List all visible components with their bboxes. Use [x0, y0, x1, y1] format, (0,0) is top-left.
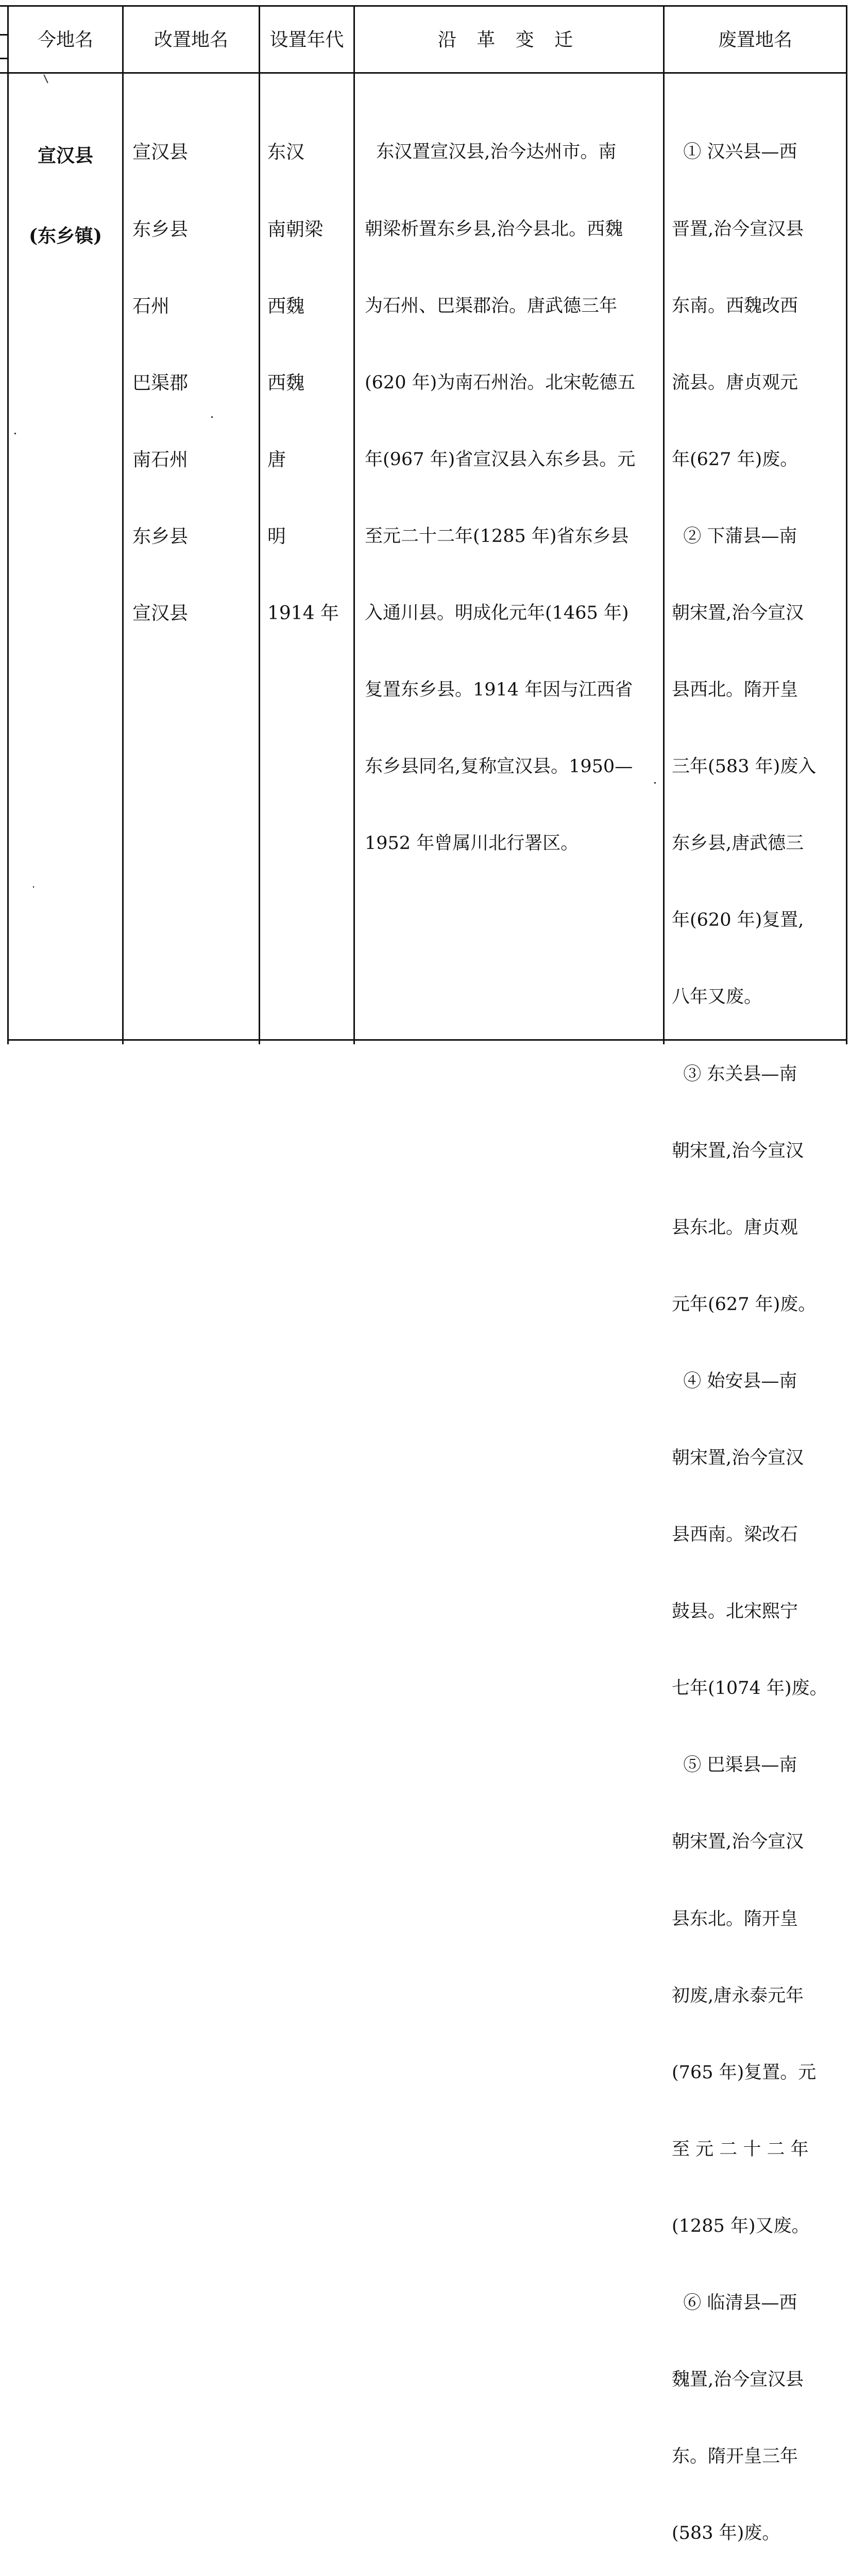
abolished-line: 流县。唐贞观元 [672, 372, 798, 393]
history-line: 东汉置宣汉县,治今达州市。南 [365, 142, 617, 163]
abolished-line: 三年(583 年)废入 [672, 756, 817, 777]
current-name-seat: (东乡镇) [28, 225, 103, 247]
abolished-line: (583 年)废。 [672, 2523, 780, 2544]
abolished-line: 朝宋置,治今宣汉 [672, 602, 804, 623]
abolished-line: ③ 东关县—南 [672, 1063, 797, 1084]
abolished-line: 元年(627 年)废。 [672, 1294, 817, 1315]
era-item: 西魏 [267, 372, 305, 394]
era-item: 南朝梁 [267, 218, 324, 240]
abolished-line: 至 元 二 十 二 年 [672, 2139, 809, 2160]
history-line: 入通川县。明成化元年(1465 年) [365, 602, 629, 623]
abolished-line: (765 年)复置。元 [672, 2062, 817, 2083]
era-item: 西魏 [267, 295, 305, 317]
scan-artifact [14, 433, 16, 434]
former-name-item: 宣汉县 [132, 142, 189, 163]
abolished-line: 县东北。唐贞观 [672, 1217, 798, 1238]
abolished-line: 年(627 年)废。 [672, 449, 798, 470]
abolished-line: 东乡县,唐武德三 [672, 833, 804, 854]
era-item: 1914 年 [267, 602, 339, 624]
former-name-item: 巴渠郡 [132, 372, 189, 394]
era-item: 明 [267, 526, 286, 547]
header-established-era: 设置年代 [269, 29, 344, 50]
col-divider-2 [259, 5, 260, 1044]
abolished-line: 八年又废。 [672, 987, 762, 1008]
former-name-item: 南石州 [132, 449, 189, 470]
abolished-line: 东南。西魏改西 [672, 295, 798, 316]
scan-artifact [654, 782, 656, 784]
left-edge-mark-bottom [0, 58, 7, 59]
scan-artifact [43, 74, 48, 83]
abolished-line: 七年(1074 年)废。 [672, 1678, 828, 1699]
eras-cell [267, 89, 352, 677]
abolished-names-cell [672, 89, 845, 2576]
current-name-cell [9, 89, 122, 303]
header-current-name: 今地名 [37, 29, 93, 50]
former-names-cell [132, 89, 256, 677]
abolished-line: ④ 始安县—南 [672, 1370, 797, 1392]
abolished-line: 朝宋置,治今宣汉 [672, 1140, 804, 1161]
history-line: 复置东乡县。1914 年因与江西省 [365, 680, 633, 701]
abolished-line: 年(620 年)复置, [672, 910, 804, 931]
abolished-line: 魏置,治今宣汉县 [672, 2369, 804, 2391]
former-name-item: 东乡县 [132, 218, 189, 240]
former-name-item: 石州 [132, 295, 170, 317]
col-divider-3 [353, 5, 355, 1044]
era-item: 东汉 [267, 142, 305, 163]
history-line: 朝梁析置东乡县,治今县北。西魏 [365, 218, 623, 240]
former-name-item: 宣汉县 [132, 602, 189, 624]
abolished-line: 鼓县。北宋熙宁 [672, 1601, 798, 1622]
abolished-line: ⑤ 巴渠县—南 [672, 1755, 797, 1776]
abolished-line: 朝宋置,治今宣汉 [672, 1448, 804, 1468]
abolished-line: 朝宋置,治今宣汉 [672, 1832, 804, 1853]
history-line: 1952 年曾属川北行署区。 [365, 833, 579, 854]
history-line: 为石州、巴渠郡治。唐武德三年 [365, 295, 618, 316]
abolished-line: 县西北。隋开皇 [672, 680, 798, 701]
abolished-line: 初废,唐永泰元年 [672, 1985, 804, 2006]
col-divider-4 [663, 5, 665, 1044]
table-right-border [846, 5, 847, 1044]
abolished-line: ② 下蒲县—南 [672, 526, 797, 547]
history-line: 年(967 年)省宣汉县入东乡县。元 [365, 449, 636, 470]
abolished-line: 东。隋开皇三年 [672, 2446, 798, 2467]
abolished-line: ⑥ 临清县—西 [672, 2293, 797, 2314]
col-divider-1 [122, 5, 124, 1044]
left-edge-mark-top [0, 34, 7, 36]
current-name: 宣汉县 [37, 145, 93, 166]
history-line: 东乡县同名,复称宣汉县。1950— [365, 756, 633, 777]
history-cell [365, 89, 658, 908]
abolished-line: 晋置,治今宣汉县 [672, 218, 804, 240]
abolished-line: ① 汉兴县—西 [672, 142, 797, 163]
abolished-line: (1285 年)又废。 [672, 2215, 810, 2236]
former-name-item: 东乡县 [132, 526, 189, 547]
abolished-line: 县西南。梁改石 [672, 1524, 798, 1546]
scan-artifact [33, 886, 34, 888]
header-history: 沿 革 变 迁 [437, 29, 581, 50]
table-top-border [0, 5, 847, 7]
scan-artifact [211, 416, 213, 418]
abolished-line: 县东北。隋开皇 [672, 1908, 798, 1929]
history-line: (620 年)为南石州治。北宋乾德五 [365, 372, 636, 393]
header-former-name: 改置地名 [154, 29, 228, 50]
header-bottom-border [0, 72, 847, 74]
header-abolished-names: 废置地名 [718, 29, 792, 50]
era-item: 唐 [267, 449, 286, 470]
history-line: 至元二十二年(1285 年)省东乡县 [365, 526, 629, 547]
